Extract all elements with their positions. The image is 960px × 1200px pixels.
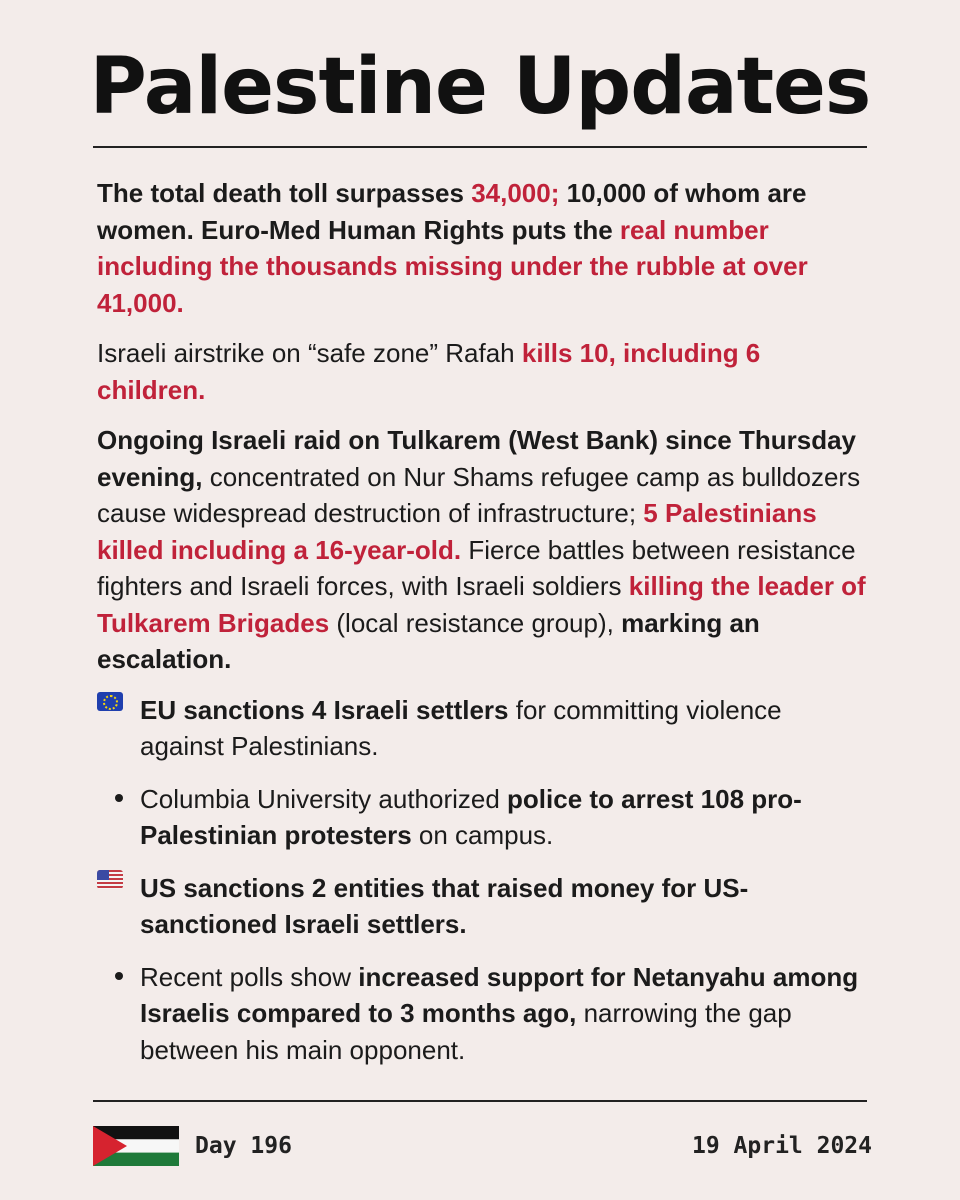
text-segment: kills 10, including 6 children. [97,338,761,405]
text-segment: 10,000 of whom are women. Euro-Med Human Rights puts the [97,178,807,245]
text-segment: on campus. [411,820,554,850]
top-divider [93,146,867,148]
page-title: Palestine Updates [89,42,871,132]
rafah-paragraph [97,335,872,408]
text-segment: increased support for Netanyahu among Israelis compared to 3 months ago, [140,961,859,1028]
text-segment: marking an escalation. [97,607,760,674]
list-item-us-sanctions [97,870,872,943]
date-label: 19 April 2024 [691,1133,872,1159]
text-segment: concentrated on Nur Shams refugee camp as bulldozers cause widespread destruction of infrastructure; [97,461,861,528]
update-content [97,175,872,1084]
text-segment: Ongoing Israeli raid on Tulkarem (West Bank) since Thursday evening, [97,425,856,492]
text-segment: 5 Palestinians killed including a 16-year-old. [97,498,817,565]
text-segment: for committing violence against Palestinians. [140,694,782,761]
text-segment: Fierce battles between resistance fighters and Israeli forces, with Israeli soldiers [97,534,856,601]
text-segment: Columbia University authorized [140,783,508,814]
text-segment: (local resistance group), [329,607,622,638]
us-flag-icon [97,870,123,889]
text-segment: police to arrest 108 pro-Palestinian protesters [140,783,802,850]
list-item-eu-sanctions [97,692,872,765]
text-segment: US sanctions 2 entities that raised money for US-sanctioned Israeli settlers. [140,872,749,939]
text-segment: 34,000; [471,178,560,208]
eu-flag-icon [97,692,123,711]
text-segment: real number including the thousands missing under the rubble at over 41,000. [97,214,808,318]
text-segment: Recent polls show [140,961,359,992]
palestine-flag-icon [93,1126,179,1166]
day-counter: Day 196 [195,1133,292,1159]
footer [0,1122,960,1172]
text-segment: killing the leader of Tulkarem Brigades [97,571,866,638]
list-item-polls [97,959,872,1069]
tulkarem-paragraph [97,422,872,678]
bottom-divider [93,1100,867,1102]
bullet-icon [115,972,123,980]
text-segment: narrowing the gap between his main opponent. [140,998,792,1065]
text-segment: Israeli airstrike on “safe zone” Rafah [97,338,522,368]
bullet-icon [115,794,123,802]
death-toll-paragraph [97,175,872,321]
text-segment: EU sanctions 4 Israeli settlers [140,694,509,725]
text-segment: The total death toll surpasses [97,178,472,208]
list-item-columbia [97,781,872,854]
